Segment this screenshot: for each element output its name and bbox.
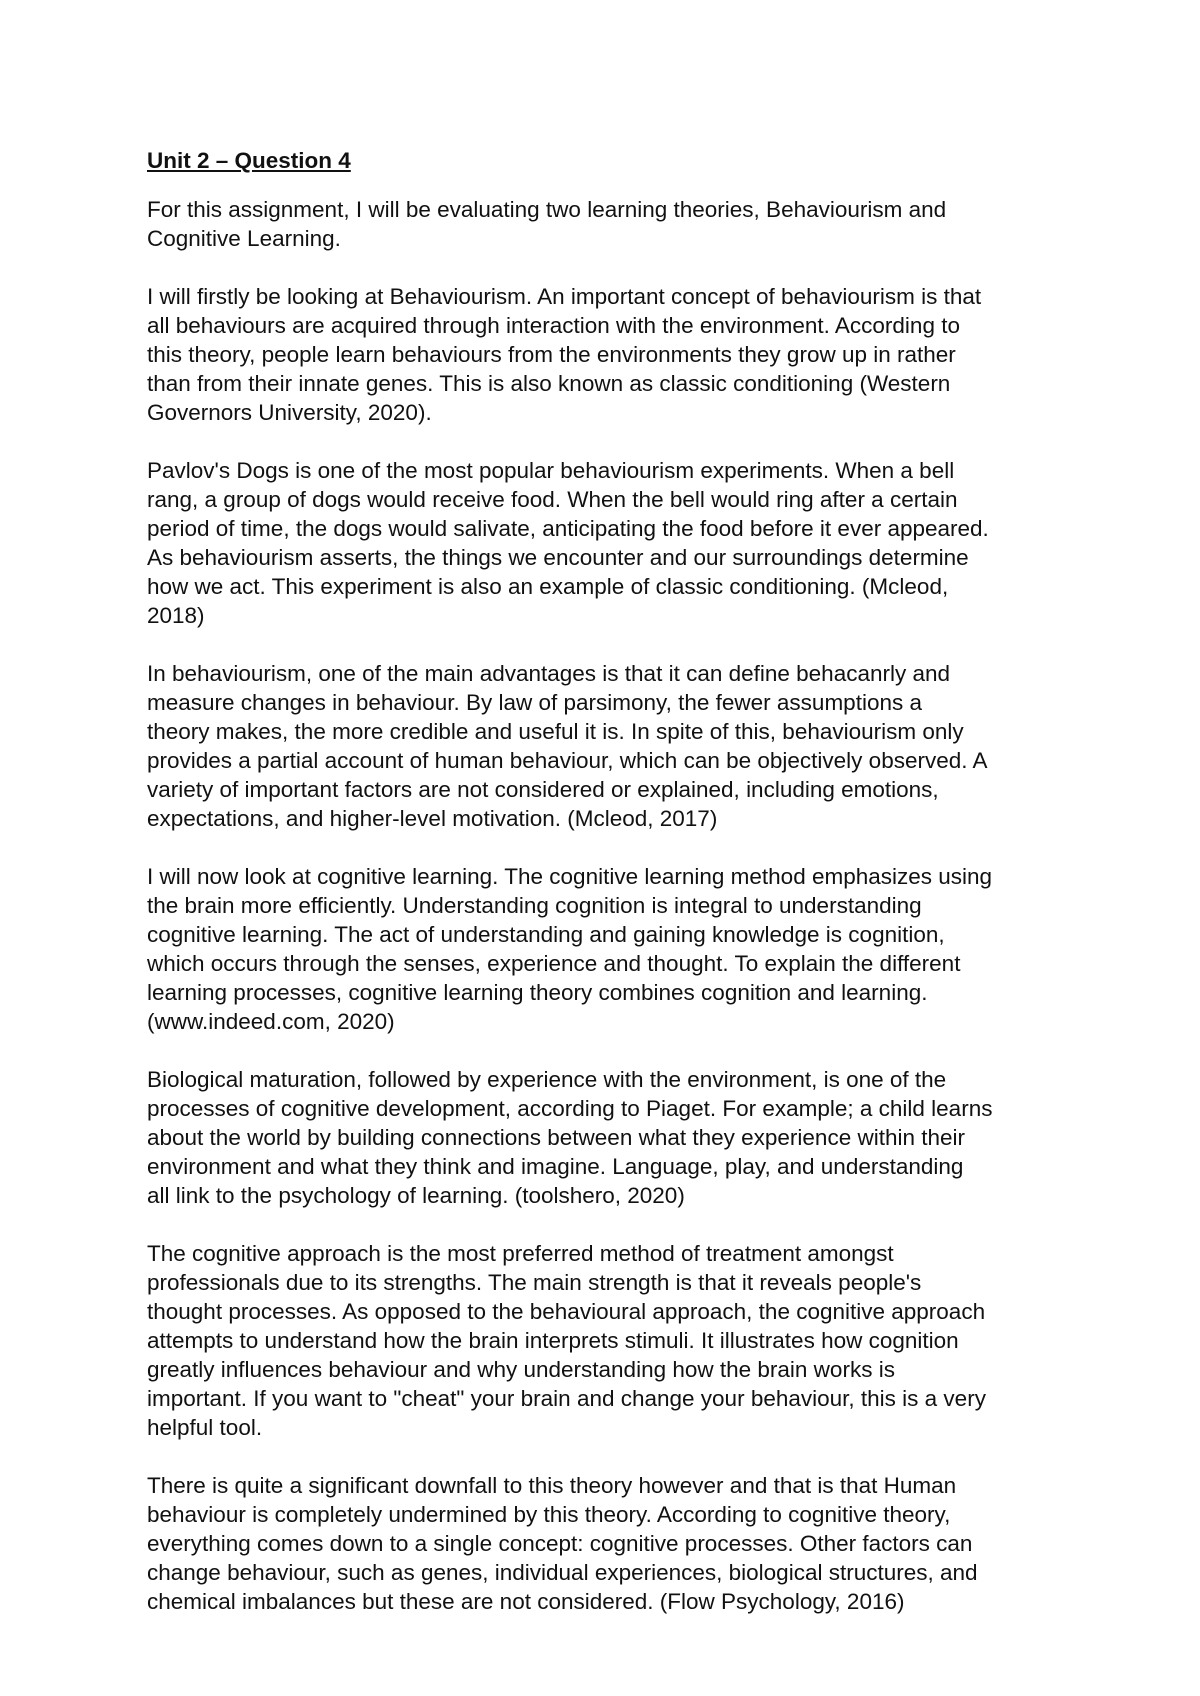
paragraph-cognitive-intro: I will now look at cognitive learning. The cognitive learning method emphasizes using the brain more efficiently. Understanding cognition is integral to understanding cognitive learning. The act of understanding and gaining knowledge is cognition, which occurs through the senses, experience and thought. To explain the different learning processes, cognitive learning theory combines cognition and learning. (www.indeed.com, 2020) (147, 864, 993, 1034)
paragraph-behaviourism-intro: I will firstly be looking at Behaviourism. An important concept of behaviourism is that all behaviours are acquired through interaction with the environment. According to this theory, people learn behaviours from the environments they grow up in rather than from their innate genes. This is also known as classic conditioning (Western Governors University, 2020). (147, 284, 982, 425)
document-body (147, 146, 1067, 1616)
paragraph-pavlov: Pavlov's Dogs is one of the most popular behaviourism experiments. When a bell rang, a group of dogs would receive food. When the bell would ring after a certain period of time, the dogs would salivate, anticipating the food before it ever appeared. As behaviourism asserts, the things we encounter and our surroundings determine how we act. This experiment is also an example of classic conditioning. (Mcleod, 2018) (147, 458, 989, 628)
paragraph-piaget: Biological maturation, followed by experience with the environment, is one of the processes of cognitive development, according to Piaget. For example; a child learns about the world by building connections between what they experience within their environment and what they think and imagine. Language, play, and understanding all link to the psychology of learning. (toolshero, 2020) (147, 1067, 993, 1208)
document-title: Unit 2 – Question 4 (147, 148, 351, 173)
paragraph-cognitive-strengths: The cognitive approach is the most preferred method of treatment amongst professionals due to its strengths. The main strength is that it reveals people's thought processes. As opposed to the behavioural approach, the cognitive approach attempts to understand how the brain interprets stimuli. It illustrates how cognition greatly influences behaviour and why understanding how the brain works is important. If you want to "cheat" your brain and change your behaviour, this is a very helpful tool. (147, 1241, 986, 1440)
paragraph-behaviourism-evaluation: In behaviourism, one of the main advantages is that it can define behacanrly and measure changes in behaviour. By law of parsimony, the fewer assumptions a theory makes, the more credible and useful it is. In spite of this, behaviourism only provides a partial account of human behaviour, which can be objectively observed. A variety of important factors are not considered or explained, including emotions, expectations, and higher-level motivation. (Mcleod, 2017) (147, 661, 988, 831)
paragraph-introduction: For this assignment, I will be evaluating two learning theories, Behaviourism and Cognitive Learning. (147, 197, 947, 251)
paragraph-cognitive-weakness: There is quite a significant downfall to this theory however and that is that Human behaviour is completely undermined by this theory. According to cognitive theory, everything comes down to a single concept: cognitive processes. Other factors can change behaviour, such as genes, individual experiences, biological structures, and chemical imbalances but these are not considered. (Flow Psychology, 2016) (147, 1473, 978, 1614)
